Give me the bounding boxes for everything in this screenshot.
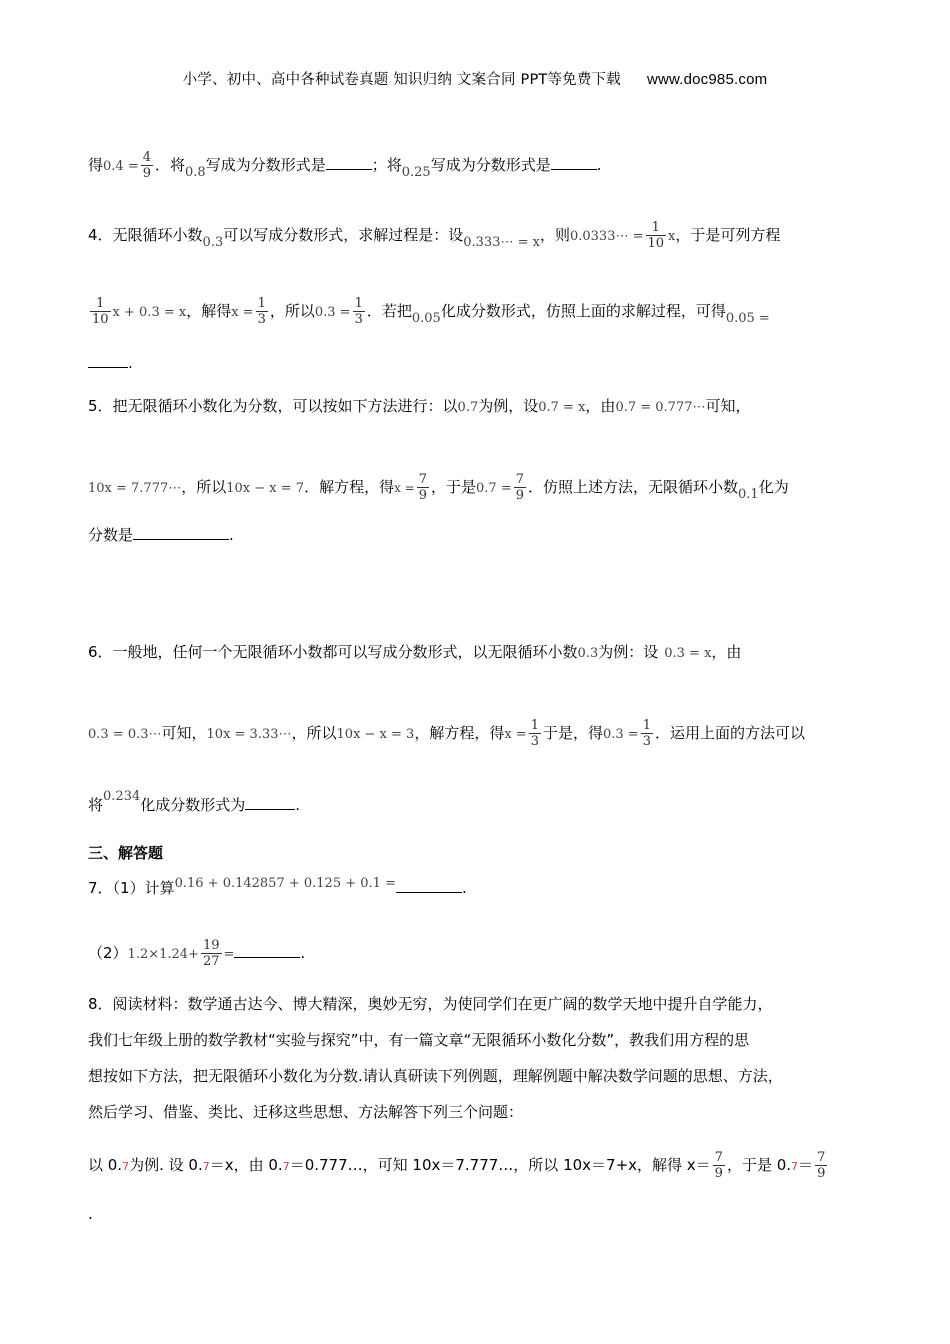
fraction	[256, 296, 268, 327]
math: 0.333⋯ = x	[463, 235, 540, 250]
text: ＝x，由 0.	[209, 1156, 283, 1174]
text: 可知，	[705, 397, 751, 415]
repeating-digit: 7	[122, 1160, 130, 1173]
numerator: 1	[642, 718, 651, 733]
numerator: 4	[142, 150, 151, 165]
math: 0.3	[202, 235, 224, 250]
text: 为例，设	[478, 397, 539, 415]
numerator: 1	[646, 220, 667, 236]
text: ．将	[155, 156, 186, 174]
math: 10x = 7.777⋯	[88, 481, 182, 496]
text: .	[461, 879, 467, 897]
text: 化成分数形式为	[140, 796, 246, 814]
fraction	[713, 1150, 725, 1181]
denominator: 9	[714, 1166, 723, 1181]
question-8-paragraph-2: 我们七年级上册的数学教材“实验与探究”中，有一篇文章“无限循环小数化分数”，教我们用方程的思	[88, 1031, 750, 1049]
text: 可以写成分数形式，求解过程是：设	[223, 226, 464, 244]
text: ．若把	[366, 302, 412, 320]
math: 0.0333⋯ =	[569, 229, 644, 244]
denominator: 27	[202, 954, 220, 969]
header-title: 小学、初中、高中各种试卷真题 知识归纳 文案合同 PPT等免费下载	[182, 72, 621, 88]
question-8-paragraph-4: 然后学习、借鉴、类比、迁移这些思想、方法解答下列三个问题：	[88, 1103, 524, 1121]
math: x + 0.3 = x	[112, 305, 187, 320]
math: 0.05 =	[725, 311, 770, 326]
answer-blank[interactable]	[326, 154, 372, 170]
answer-blank[interactable]	[396, 877, 462, 893]
question-8-paragraph-3: 想按如下方法，把无限循环小数化为分数.请认真研读下列例题，理解例题中解决数学问题的思想、方法，	[88, 1067, 783, 1085]
math: 10x − x = 7	[226, 481, 305, 496]
denominator: 3	[354, 312, 363, 327]
text: ＝0.777…，可知 10x＝7.777…，所以 10x＝7+x，解得 x＝	[289, 1156, 711, 1174]
text: 7．（1）计算	[88, 879, 175, 897]
answer-blank[interactable]	[88, 352, 128, 368]
repeating-digit: 7	[282, 1160, 290, 1173]
question-7-line-1	[88, 877, 467, 900]
question-8-end: .	[88, 1205, 93, 1223]
denominator: 10	[647, 236, 665, 251]
text: ．仿照上述方法，无限循环小数	[528, 478, 739, 496]
text: 化为	[758, 478, 789, 496]
text: ，则	[539, 226, 570, 244]
denominator: 3	[257, 312, 266, 327]
math: x =	[231, 305, 254, 320]
math: 0.3 =	[603, 727, 639, 742]
text: 得	[88, 156, 104, 174]
fraction	[641, 718, 653, 749]
text: .	[300, 944, 306, 962]
question-6-line-3	[88, 789, 301, 817]
numerator: 7	[817, 1150, 826, 1165]
text: ，由	[711, 643, 742, 661]
math: 0.05	[411, 311, 441, 326]
text: ，所以	[291, 724, 337, 742]
fraction	[646, 220, 667, 251]
math: x =	[394, 481, 415, 495]
text: ，所以	[181, 478, 227, 496]
question-8-paragraph-1: 8．阅读材料：数学通古达今、博大精深，奥妙无穷，为使同学们在更广阔的数学天地中提升自学能力，	[88, 995, 773, 1013]
math: 0.1	[738, 487, 759, 502]
question-7-line-2	[88, 938, 305, 969]
text: ．解方程，得	[304, 478, 395, 496]
text: 可知，	[161, 724, 207, 742]
math: 0.3 = x	[664, 646, 712, 661]
denominator: 3	[530, 734, 539, 749]
denominator: 9	[142, 166, 151, 181]
text: 将	[88, 796, 104, 814]
fraction	[90, 296, 111, 327]
text: ，于是 0.	[726, 1156, 792, 1174]
numerator: 1	[354, 296, 363, 311]
question-5-line-1	[88, 396, 751, 418]
text: 化成分数形式，仿照上面的求解过程，可得	[440, 302, 726, 320]
text: ，解得	[186, 302, 232, 320]
math: 0.7	[457, 400, 479, 415]
question-4-line-2	[88, 296, 770, 327]
fraction	[417, 472, 429, 503]
denominator: 9	[418, 488, 427, 503]
text: 4．无限循环小数	[88, 226, 203, 244]
numerator: 7	[714, 1150, 723, 1165]
numerator: 7	[418, 472, 427, 487]
fraction	[201, 938, 222, 969]
text: .	[128, 354, 133, 372]
text: 以 0.	[88, 1156, 123, 1174]
q3-continuation	[88, 150, 601, 181]
fraction	[141, 150, 153, 181]
numerator: 7	[515, 472, 524, 487]
question-6-line-1	[88, 642, 741, 664]
denominator: 9	[817, 1166, 826, 1181]
numerator: 1	[530, 718, 539, 733]
question-6-line-2	[88, 718, 805, 749]
repeating-digit: 7	[791, 1160, 799, 1173]
text: 写成为分数形式是	[430, 156, 551, 174]
text: .	[596, 156, 602, 174]
math: 0.25	[401, 165, 431, 180]
text: ，于是可列方程	[675, 226, 781, 244]
text: 5．把无限循环小数化为分数，可以按如下方法进行：以	[88, 397, 458, 415]
page-header	[0, 68, 950, 89]
text: 为例. 设 0.	[129, 1156, 203, 1174]
math: x =	[504, 727, 527, 742]
text: ，所以	[269, 302, 315, 320]
question-8-example	[88, 1150, 829, 1181]
section-title: 三、解答题	[88, 844, 164, 862]
text: 为例：设	[598, 643, 659, 661]
text: ．运用上面的方法可以	[654, 724, 805, 742]
math: 10x − x = 3	[336, 727, 415, 742]
numerator: 19	[202, 938, 220, 953]
fraction	[815, 1150, 827, 1181]
fraction	[353, 296, 365, 327]
header-url[interactable]: www.doc985.com	[646, 71, 768, 88]
text: 写成为分数形式是	[205, 156, 326, 174]
math: =	[223, 947, 235, 962]
text: 6．一般地，任何一个无限循环小数都可以写成分数形式，以无限循环小数	[88, 643, 578, 661]
text: ，由	[585, 397, 616, 415]
answer-blank[interactable]	[245, 794, 295, 810]
math: 0.3 =	[314, 305, 351, 320]
text: .	[295, 796, 301, 814]
math: 0.7 = x	[538, 400, 586, 415]
text: （2）	[88, 944, 128, 962]
text: .	[229, 526, 234, 544]
math: 0.234	[103, 789, 141, 804]
math: 0.3	[577, 646, 599, 661]
text: ＝	[798, 1156, 814, 1174]
text: ，于是	[431, 478, 477, 496]
fraction	[514, 472, 526, 503]
math: x	[668, 229, 676, 244]
math: 0.16 + 0.142857 + 0.125 + 0.1 =	[174, 876, 396, 891]
math: 0.3 = 0.3⋯	[88, 727, 162, 742]
answer-blank[interactable]	[234, 942, 300, 958]
numerator: 1	[90, 296, 111, 312]
question-4-line-1	[88, 220, 780, 251]
text: ，解方程，得	[414, 724, 505, 742]
math: 1.2×1.24+	[127, 947, 199, 962]
denominator: 10	[92, 312, 109, 327]
question-4-line-3	[88, 352, 133, 373]
math: 0.8	[185, 165, 206, 180]
text: ；将	[371, 156, 402, 174]
numerator: 1	[257, 296, 266, 311]
text: 于是，得	[542, 724, 603, 742]
denominator: 3	[642, 734, 651, 749]
question-5-line-2	[88, 472, 789, 503]
text: 分数是	[88, 526, 134, 544]
fraction	[529, 718, 541, 749]
denominator: 9	[515, 488, 524, 503]
math: 0.7 = 0.777⋯	[615, 400, 706, 415]
math: 0.7 =	[476, 481, 512, 496]
answer-blank[interactable]	[133, 524, 229, 540]
question-5-line-3	[88, 524, 234, 545]
repeating-digit: 7	[202, 1160, 210, 1173]
answer-blank[interactable]	[551, 154, 597, 170]
math: 0.4 =	[103, 159, 139, 174]
math: 10x = 3.33⋯	[206, 727, 292, 742]
